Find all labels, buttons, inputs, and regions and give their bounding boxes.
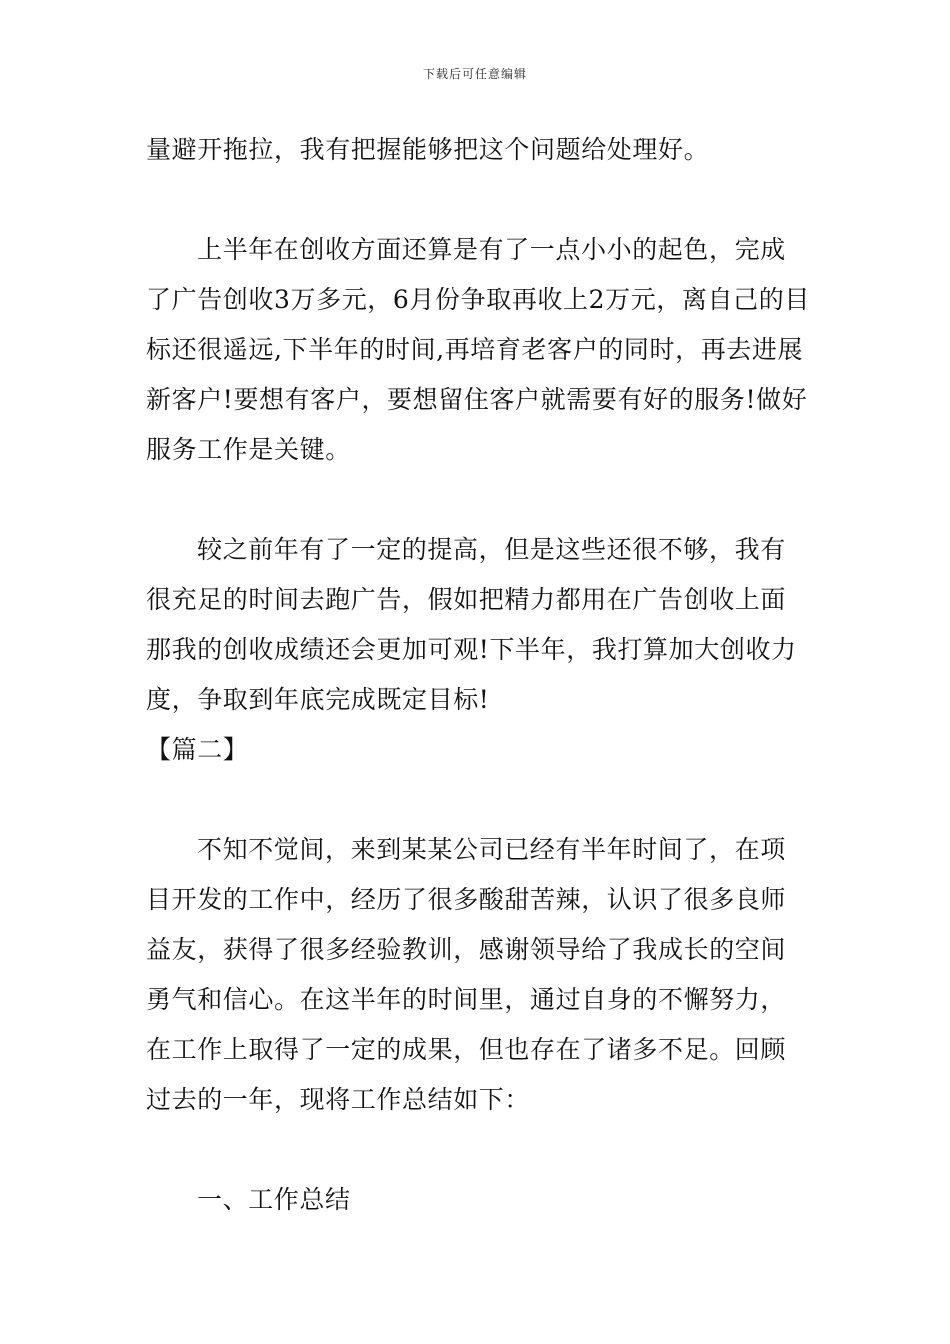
subheading-work-summary: 一、工作总结 xyxy=(197,1185,351,1214)
paragraph-continuation: 量避开拖拉，我有把握能够把这个问题给处理好。 xyxy=(146,135,710,164)
paragraph-revenue: 上半年在创收方面还算是有了一点小小的起色，完成了广告创收3万多元，6月份争取再收上2万元，离自己的目标还很遥远,下半年的时间,再培育老客户的同时，再去进展新客户!要想有客户，要想留住客户就需要有好的服务!做好服务工作是关键。 xyxy=(146,235,810,464)
document-body xyxy=(146,125,810,1225)
section-title: 【篇二】 xyxy=(146,735,249,764)
paragraph-intro: 不知不觉间，来到某某公司已经有半年时间了，在项目开发的工作中，经历了很多酸甜苦辣，认识了很多良师益友，获得了很多经验教训，感谢领导给了我成长的空间勇气和信心。在这半年的时间里，通过自身的不懈努力，在工作上取得了一定的成果，但也存在了诸多不足。回顾过去的一年，现将工作总结如下： xyxy=(146,835,787,1114)
paragraph-improvement: 较之前年有了一定的提高，但是这些还很不够，我有很充足的时间去跑广告，假如把精力都用在广告创收上面那我的创收成绩还会更加可观!下半年，我打算加大创收力度，争取到年底完成既定目标! xyxy=(146,535,797,714)
page-header-note: 下载后可任意编辑 xyxy=(422,67,527,81)
